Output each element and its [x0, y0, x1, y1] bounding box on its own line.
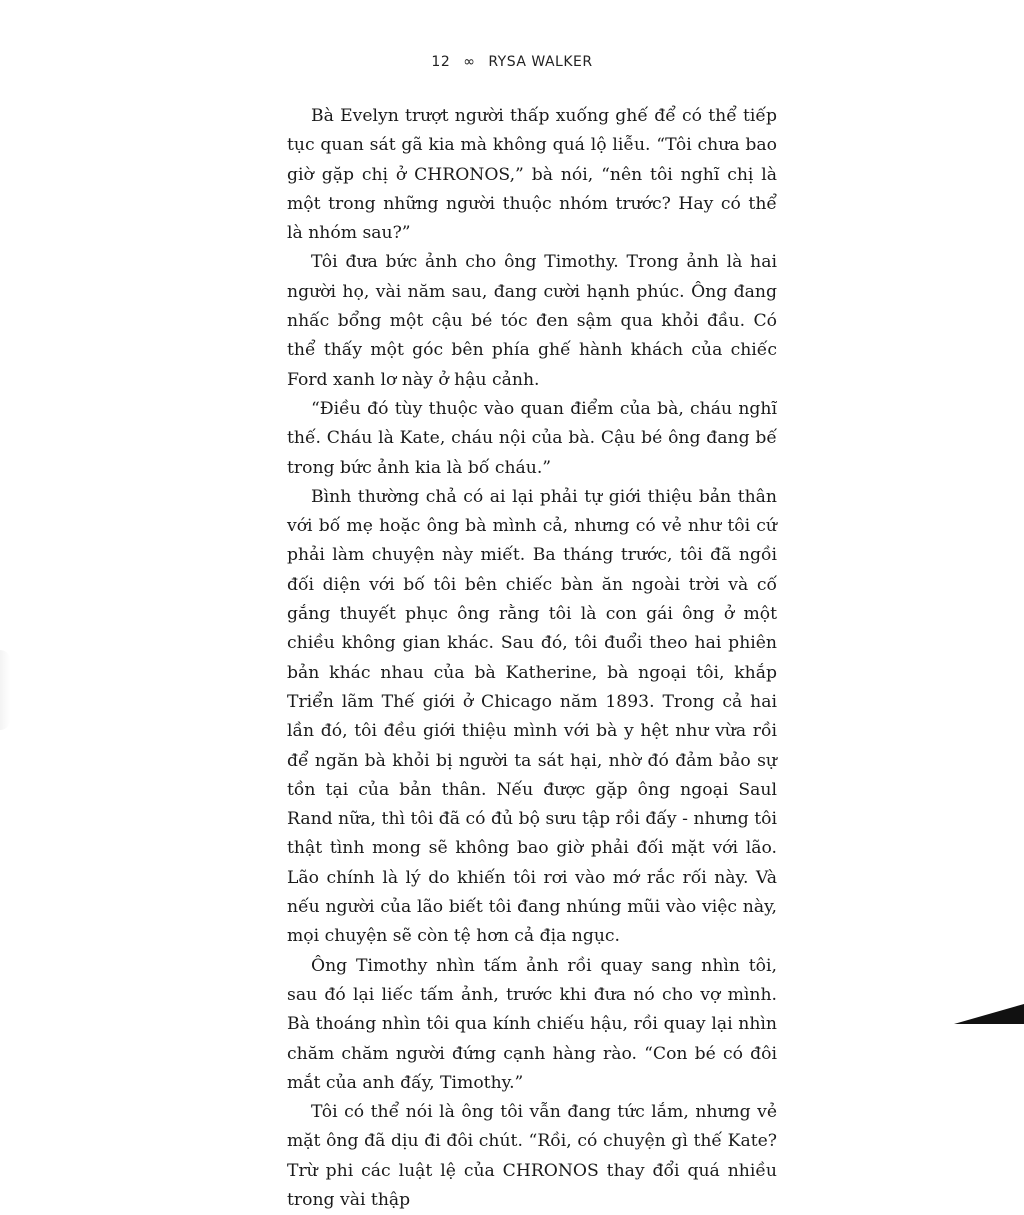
infinity-separator-icon: ∞: [463, 54, 476, 70]
paragraph-3: “Điều đó tùy thuộc vào quan điểm của bà, cháu nghĩ thế. Cháu là Kate, cháu nội của bà. Cậu bé ông đang bế trong bức ảnh kia là bố cháu.”: [287, 398, 777, 478]
running-header: [0, 54, 1024, 70]
paragraph-5: Ông Timothy nhìn tấm ảnh rồi quay sang nhìn tôi, sau đó lại liếc tấm ảnh, trước khi đưa nó cho vợ mình. Bà thoáng nhìn tôi qua kính chiếu hậu, rồi quay lại nhìn chăm chăm người đứng cạnh hàng rào. “Con bé có đôi mắt của anh đấy, Timothy.”: [287, 955, 777, 1093]
paragraph-2: Tôi đưa bức ảnh cho ông Timothy. Trong ảnh là hai người họ, vài năm sau, đang cười hạnh phúc. Ông đang nhấc bổng một cậu bé tóc đen sậm qua khỏi đầu. Có thể thấy một góc bên phía ghế hành khách của chiếc Ford xanh lơ này ở hậu cảnh.: [287, 252, 777, 390]
paragraph-6: Tôi có thể nói là ông tôi vẫn đang tức lắm, nhưng vẻ mặt ông đã dịu đi đôi chút. “Rồi, có chuyện gì thế Kate? Trừ phi các luật lệ của CHRONOS thay đổi quá nhiều trong vài thập: [287, 1102, 777, 1210]
paragraph-4: Bình thường chả có ai lại phải tự giới thiệu bản thân với bố mẹ hoặc ông bà mình cả, nhưng có vẻ như tôi cứ phải làm chuyện này miết. Ba tháng trước, tôi đã ngồi đối diện với bố tôi bên chiếc bàn ăn ngoài trời và cố gắng thuyết phục ông rằng tôi là con gái ông ở một chiều không gian khác. Sau đó, tôi đuổi theo hai phiên bản khác nhau của bà Katherine, bà ngoại tôi, khắp Triển lãm Thế giới ở Chicago năm 1893. Trong cả hai lần đó, tôi đều giới thiệu mình với bà y hệt như vừa rồi để ngăn bà khỏi bị người ta sát hại, nhờ đó đảm bảo sự tồn tại của bản thân. Nếu được gặp ông ngoại Saul Rand nữa, thì tôi đã có đủ bộ sưu tập rồi đấy - nhưng tôi thật tình mong sẽ không bao giờ phải đối mặt với lão. Lão chính là lý do khiến tôi rơi vào mớ rắc rối này. Và nếu người của lão biết tôi đang nhúng mũi vào việc này, mọi chuyện sẽ còn tệ hơn cả địa ngục.: [287, 486, 777, 947]
page-number: 12: [431, 54, 451, 70]
page-edge-shadow: [0, 650, 10, 730]
author-name: RYSA WALKER: [488, 54, 593, 70]
paragraph-1: Bà Evelyn trượt người thấp xuống ghế để có thể tiếp tục quan sát gã kia mà không quá lộ liễu. “Tôi chưa bao giờ gặp chị ở CHRONOS,” bà nói, “nên tôi nghĩ chị là một trong những người thuộc nhóm trước? Hay có thể là nhóm sau?”: [287, 106, 777, 244]
body-text: [287, 102, 777, 1215]
page-corner-shadow: [944, 1000, 1024, 1024]
